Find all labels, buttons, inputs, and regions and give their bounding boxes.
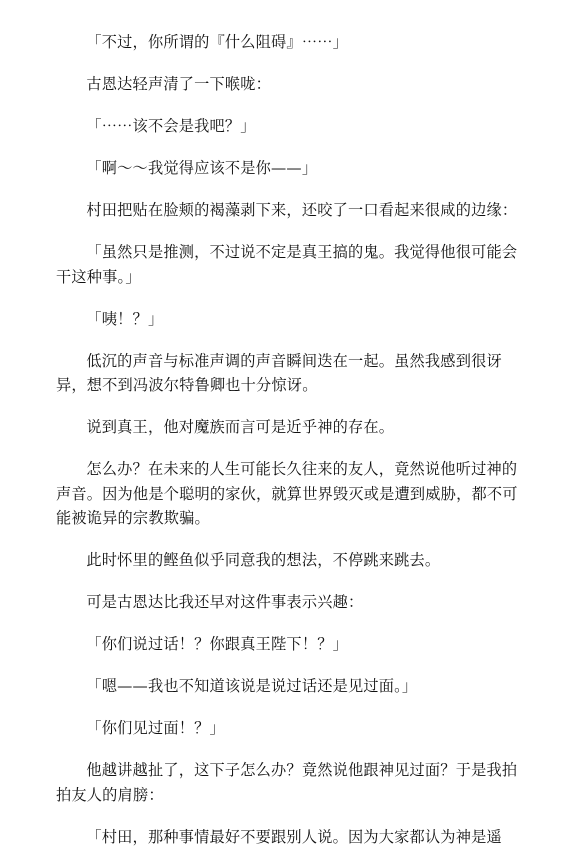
paragraph: 他越讲越扯了，这下子怎么办？竟然说他跟神见过面？于是我拍拍友人的肩膀： <box>56 761 518 804</box>
document-body <box>56 30 526 867</box>
paragraph: 怎么办？在未来的人生可能长久往来的友人，竟然说他听过神的声音。因为他是个聪明的家伙，就算世界毁灭或是遭到威胁，都不可能被诡异的宗教欺骗。 <box>56 460 518 527</box>
paragraph: 「不过，你所谓的『什么阻碍』⋯⋯」 <box>86 33 348 51</box>
paragraph: 「嗯——我也不知道该说是说过话还是见过面。」 <box>86 677 418 695</box>
paragraph: 「⋯⋯该不会是我吧？」 <box>86 117 256 135</box>
paragraph: 「村田，那种事情最好不要跟别人说。因为大家都认为神是遥 <box>86 827 502 846</box>
paragraph: 「咦！？」 <box>86 309 164 328</box>
paragraph: 「你们说过话！？你跟真王陛下！？」 <box>86 635 348 653</box>
paragraph: 古恩达轻声清了一下喉咙： <box>86 75 272 93</box>
paragraph: 「虽然只是推测，不过说不定是真王搞的鬼。我觉得他很可能会干这种事。」 <box>56 243 518 286</box>
paragraph: 说到真王，他对魔族而言可是近乎神的存在。 <box>86 418 395 436</box>
paragraph: 「你们见过面！？」 <box>86 719 225 737</box>
paragraph: 可是古恩达比我还早对这件事表示兴趣： <box>86 593 364 611</box>
paragraph: 此时怀里的鲣鱼似乎同意我的想法，不停跳来跳去。 <box>86 551 441 569</box>
paragraph: 村田把贴在脸颊的褐藻剥下来，还咬了一口看起来很咸的边缘： <box>86 201 518 219</box>
paragraph: 「啊～～我觉得应该不是你——」 <box>86 159 318 177</box>
paragraph: 低沉的声音与标准声调的声音瞬间迭在一起。虽然我感到很讶异，想不到冯波尔特鲁卿也十分惊讶。 <box>56 351 502 394</box>
